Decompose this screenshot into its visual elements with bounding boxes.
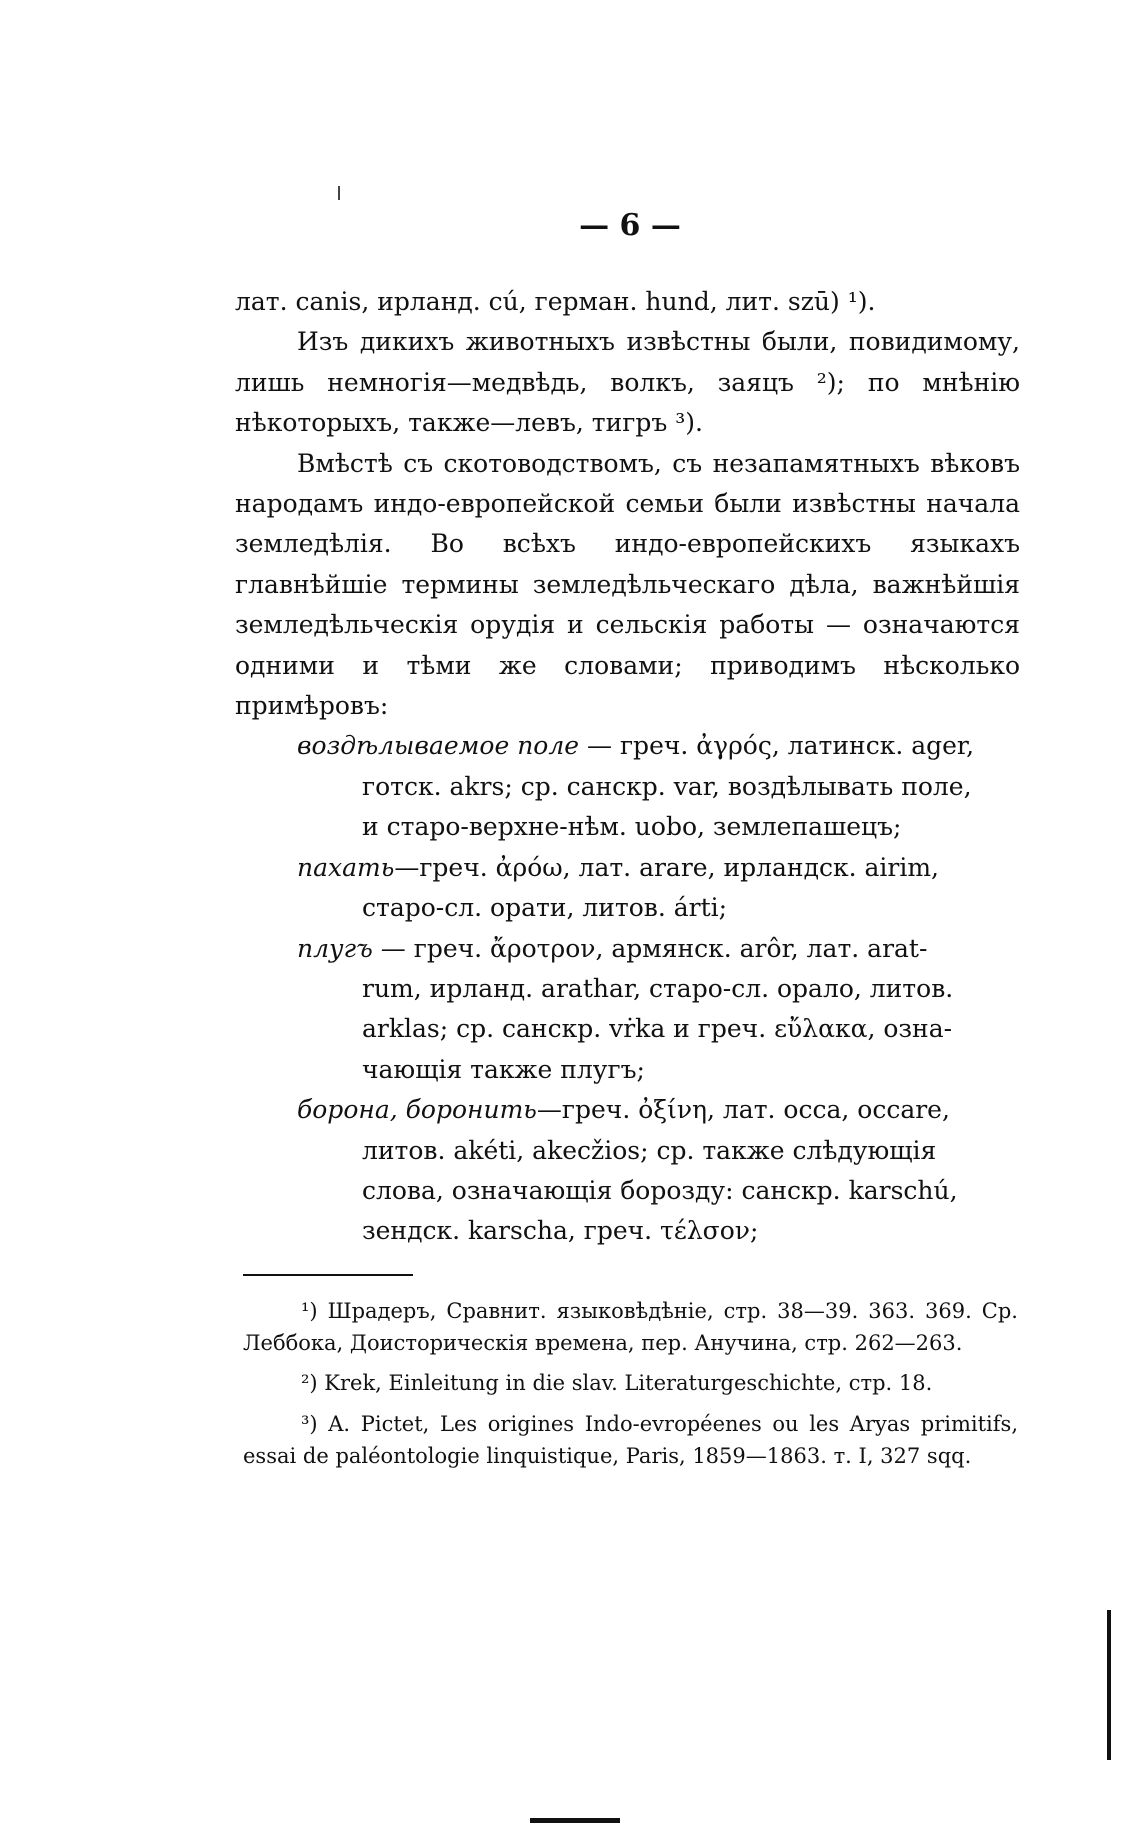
example-line xyxy=(235,848,1020,888)
example-term: воздѣлываемое поле xyxy=(297,731,580,761)
example-line: слова, означающія борозду: санскр. karschú, xyxy=(362,1175,958,1205)
example-4 xyxy=(235,1090,1020,1252)
example-line: чающія также плугъ; xyxy=(362,1054,645,1084)
example-2 xyxy=(235,848,1020,929)
example-line: готск. akrs; ср. санскр. var, воздѣлывать поле, xyxy=(362,771,972,801)
example-line: зендск. karscha, греч. τέλσον; xyxy=(362,1216,759,1246)
example-line: arklas; ср. санскр. vṙka и греч. εὔλακα, озна- xyxy=(362,1014,953,1044)
paragraph-3: Вмѣстѣ съ скотоводствомъ, съ незапамятныхъ вѣковъ народамъ индо-европейской семьи были извѣстны начала земледѣлія. Во всѣхъ индо-европейскихъ языкахъ главнѣйшіе термины земледѣльческаго дѣла, важнѣйшія земледѣльческія орудія и сельскія работы — означаются одними и тѣми же словами; приводимъ нѣсколько примѣровъ: xyxy=(235,448,1020,721)
example-line xyxy=(235,1090,1020,1130)
example-line: и старо-верхне-нѣм. uobo, землепашецъ; xyxy=(362,812,902,842)
paragraph-1: лат. canis, ирланд. cú, герман. hund, лит. szū) ¹). xyxy=(235,287,876,316)
footnotes xyxy=(243,1296,1018,1482)
example-term: плугъ xyxy=(297,933,373,963)
example-line xyxy=(235,726,1020,766)
scan-speck xyxy=(338,186,340,200)
example-term: пахать xyxy=(297,852,395,882)
example-3 xyxy=(235,929,1020,1091)
example-text: —греч. ὀξίνη, лат. occa, occare, xyxy=(536,1095,950,1125)
example-text: —греч. ἀρόω, лат. arare, ирландск. airim, xyxy=(394,852,939,882)
example-term: борона, боронить xyxy=(297,1095,537,1125)
example-1 xyxy=(235,726,1020,847)
example-line: rum, ирланд. arathar, старо-сл. орало, литов. xyxy=(362,973,954,1003)
footnote-divider xyxy=(243,1274,413,1276)
example-line: литов. akéti, akecžios; ср. также слѣдующія xyxy=(362,1135,937,1165)
scan-bottom-mark xyxy=(530,1818,620,1823)
main-text xyxy=(235,282,1020,1252)
paragraph-2: Изъ дикихъ животныхъ извѣстны были, повидимому, лишь немногія—медвѣдь, волкъ, заяцъ ²); по мнѣнію нѣкоторыхъ, также—левъ, тигръ ³). xyxy=(235,327,1020,438)
example-line xyxy=(235,929,1020,969)
page-number: — 6 — xyxy=(579,208,681,243)
footnote-2: ²) Krek, Einleitung in die slav. Literaturgeschichte, стр. 18. xyxy=(301,1371,933,1396)
footnote-3: ³) A. Pictet, Les origines Indo-evropéenes ou les Aryas primitifs, essai de paléontologie linquistique, Paris, 1859—1863. т. I, 327 sqq. xyxy=(243,1412,1018,1468)
example-text: — греч. ἀγρός, латинск. ager, xyxy=(587,731,975,761)
scan-edge-mark xyxy=(1107,1610,1111,1760)
example-line: старо-сл. орати, литов. árti; xyxy=(362,893,728,923)
footnote-1: ¹) Шрадеръ, Сравнит. языковѣдѣніе, стр. 38—39. 363. 369. Ср. Леббока, Доисторическія времена, пер. Анучина, стр. 262—263. xyxy=(243,1299,1018,1355)
example-text: — греч. ἄροτρον, армянск. arôr, лат. arat- xyxy=(380,933,928,963)
